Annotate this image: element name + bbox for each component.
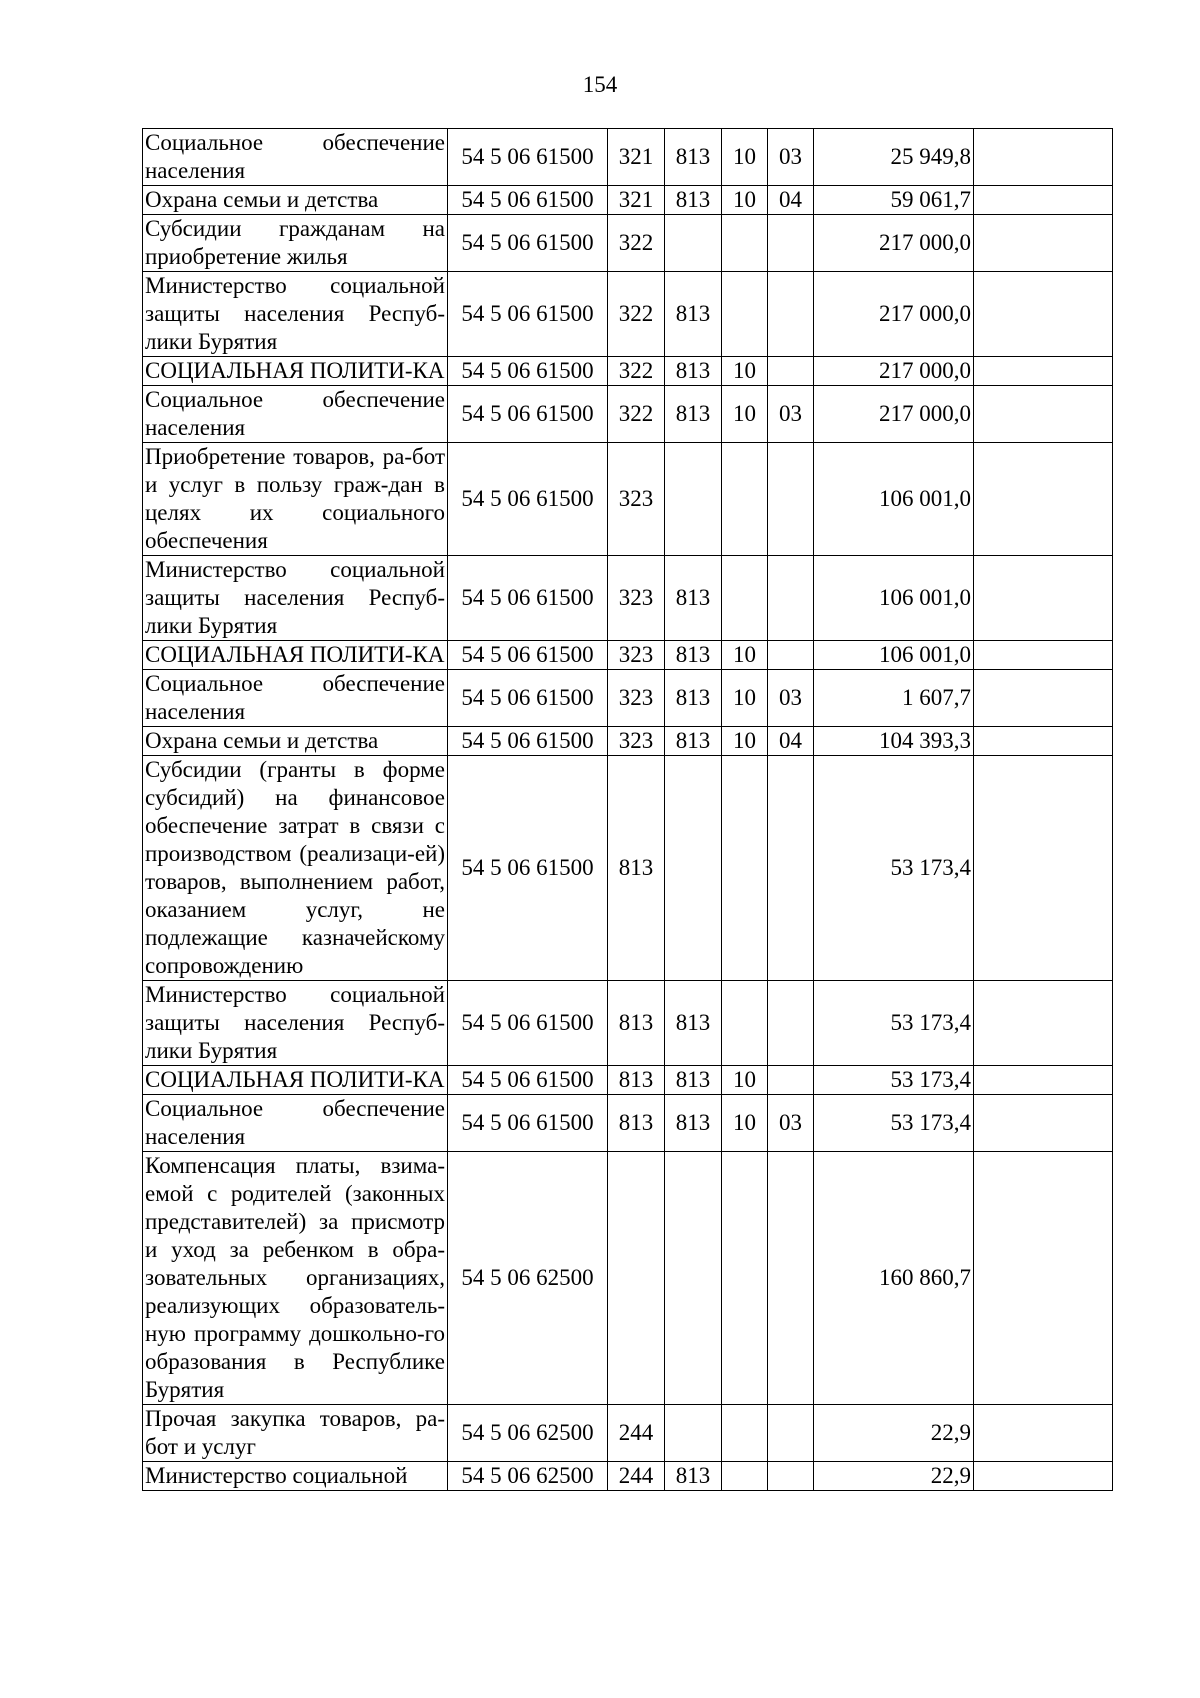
row-expense-type-cell: 244 [608,1462,665,1491]
row-sum-cell: 217 000,0 [814,357,974,386]
row-expense-type-cell: 321 [608,186,665,215]
row-empty-cell [974,186,1113,215]
budget-table [142,128,1113,1491]
row-section-cell [722,1462,768,1491]
row-sum-cell: 22,9 [814,1462,974,1491]
row-subsection-cell [768,1462,814,1491]
row-name-cell: Министерство социальной защиты населения Респуб-лики Бурятия [143,272,448,357]
table-row [143,129,1113,186]
row-section-cell: 10 [722,1066,768,1095]
row-ministry-cell: 813 [665,129,722,186]
table-row [143,443,1113,556]
row-section-cell [722,443,768,556]
row-section-cell [722,1152,768,1405]
row-code-cell: 54 5 06 61500 [448,1066,608,1095]
row-section-cell: 10 [722,670,768,727]
row-sum-cell: 25 949,8 [814,129,974,186]
row-empty-cell [974,1152,1113,1405]
row-subsection-cell [768,641,814,670]
row-expense-type-cell: 813 [608,756,665,981]
row-expense-type-cell: 323 [608,670,665,727]
row-section-cell [722,756,768,981]
row-empty-cell [974,1095,1113,1152]
row-name-cell: СОЦИАЛЬНАЯ ПОЛИТИ-КА [143,357,448,386]
row-subsection-cell: 04 [768,727,814,756]
row-name-cell: Прочая закупка товаров, ра-бот и услуг [143,1405,448,1462]
row-name-cell: Субсидии гражданам на приобретение жилья [143,215,448,272]
table-row [143,727,1113,756]
row-ministry-cell: 813 [665,981,722,1066]
row-code-cell: 54 5 06 61500 [448,129,608,186]
row-subsection-cell [768,1405,814,1462]
row-ministry-cell: 813 [665,670,722,727]
row-section-cell: 10 [722,186,768,215]
row-ministry-cell: 813 [665,1066,722,1095]
row-expense-type-cell: 322 [608,272,665,357]
row-sum-cell: 53 173,4 [814,981,974,1066]
table-row [143,215,1113,272]
row-section-cell: 10 [722,641,768,670]
row-code-cell: 54 5 06 61500 [448,641,608,670]
row-ministry-cell [665,215,722,272]
row-subsection-cell [768,357,814,386]
row-ministry-cell [665,1152,722,1405]
row-ministry-cell: 813 [665,1462,722,1491]
row-empty-cell [974,641,1113,670]
row-expense-type-cell: 323 [608,727,665,756]
row-code-cell: 54 5 06 62500 [448,1405,608,1462]
row-section-cell [722,1405,768,1462]
row-subsection-cell [768,756,814,981]
table-row [143,1066,1113,1095]
row-empty-cell [974,129,1113,186]
row-expense-type-cell: 813 [608,981,665,1066]
row-name-cell: Социальное обеспечение населения [143,1095,448,1152]
row-name-cell: Охрана семьи и детства [143,727,448,756]
row-sum-cell: 217 000,0 [814,215,974,272]
row-empty-cell [974,670,1113,727]
row-subsection-cell [768,215,814,272]
row-code-cell: 54 5 06 61500 [448,443,608,556]
table-row [143,1095,1113,1152]
row-code-cell: 54 5 06 62500 [448,1462,608,1491]
row-ministry-cell: 813 [665,272,722,357]
row-ministry-cell: 813 [665,386,722,443]
row-code-cell: 54 5 06 62500 [448,1152,608,1405]
table-body [143,129,1113,1491]
row-subsection-cell [768,272,814,357]
row-section-cell [722,981,768,1066]
row-subsection-cell: 03 [768,129,814,186]
row-section-cell [722,215,768,272]
row-subsection-cell: 03 [768,670,814,727]
row-code-cell: 54 5 06 61500 [448,357,608,386]
row-section-cell [722,272,768,357]
row-subsection-cell [768,1152,814,1405]
row-sum-cell: 217 000,0 [814,386,974,443]
row-empty-cell [974,981,1113,1066]
table-row [143,641,1113,670]
row-sum-cell: 22,9 [814,1405,974,1462]
row-code-cell: 54 5 06 61500 [448,186,608,215]
row-sum-cell: 217 000,0 [814,272,974,357]
row-code-cell: 54 5 06 61500 [448,670,608,727]
row-code-cell: 54 5 06 61500 [448,981,608,1066]
page-number: 154 [582,72,618,97]
row-name-cell: Охрана семьи и детства [143,186,448,215]
row-subsection-cell [768,443,814,556]
row-empty-cell [974,215,1113,272]
row-ministry-cell: 813 [665,727,722,756]
row-sum-cell: 106 001,0 [814,443,974,556]
row-name-cell: Социальное обеспечение населения [143,129,448,186]
row-section-cell: 10 [722,386,768,443]
table-row [143,1152,1113,1405]
table-row [143,186,1113,215]
table-row [143,556,1113,641]
row-empty-cell [974,756,1113,981]
row-expense-type-cell: 244 [608,1405,665,1462]
row-ministry-cell [665,756,722,981]
row-name-cell: Социальное обеспечение населения [143,670,448,727]
table-row [143,386,1113,443]
row-code-cell: 54 5 06 61500 [448,215,608,272]
row-name-cell: Компенсация платы, взима-емой с родителей (законных представителей) за присмотр и уход за ребенком в обра-зовательных организациях, реализующих образователь-ную программу дошкольно-го образования в Республике Бурятия [143,1152,448,1405]
row-ministry-cell [665,1405,722,1462]
row-code-cell: 54 5 06 61500 [448,1095,608,1152]
table-row [143,1405,1113,1462]
row-name-cell: Министерство социальной [143,1462,448,1491]
row-code-cell: 54 5 06 61500 [448,386,608,443]
row-sum-cell: 53 173,4 [814,1095,974,1152]
row-expense-type-cell: 321 [608,129,665,186]
row-sum-cell: 59 061,7 [814,186,974,215]
row-ministry-cell: 813 [665,186,722,215]
row-subsection-cell [768,556,814,641]
row-name-cell: Социальное обеспечение населения [143,386,448,443]
row-section-cell: 10 [722,129,768,186]
row-empty-cell [974,272,1113,357]
row-code-cell: 54 5 06 61500 [448,727,608,756]
row-empty-cell [974,443,1113,556]
row-sum-cell: 104 393,3 [814,727,974,756]
row-expense-type-cell: 323 [608,556,665,641]
row-sum-cell: 53 173,4 [814,1066,974,1095]
row-subsection-cell [768,1066,814,1095]
row-empty-cell [974,556,1113,641]
row-expense-type-cell: 813 [608,1066,665,1095]
row-ministry-cell: 813 [665,357,722,386]
row-empty-cell [974,386,1113,443]
row-subsection-cell: 03 [768,1095,814,1152]
row-section-cell: 10 [722,1095,768,1152]
table-row [143,670,1113,727]
row-expense-type-cell: 322 [608,357,665,386]
row-code-cell: 54 5 06 61500 [448,556,608,641]
row-expense-type-cell: 323 [608,641,665,670]
row-empty-cell [974,1405,1113,1462]
row-ministry-cell: 813 [665,641,722,670]
table-row [143,272,1113,357]
row-empty-cell [974,727,1113,756]
table-row [143,981,1113,1066]
row-name-cell: СОЦИАЛЬНАЯ ПОЛИТИ-КА [143,641,448,670]
row-empty-cell [974,357,1113,386]
row-subsection-cell: 03 [768,386,814,443]
row-section-cell: 10 [722,727,768,756]
table-row [143,1462,1113,1491]
row-empty-cell [974,1066,1113,1095]
table-row [143,357,1113,386]
row-name-cell: Приобретение товаров, ра-бот и услуг в пользу граж-дан в целях их социального обеспечения [143,443,448,556]
table-row [143,756,1113,981]
row-sum-cell: 1 607,7 [814,670,974,727]
row-section-cell [722,556,768,641]
row-name-cell: Министерство социальной защиты населения Респуб-лики Бурятия [143,981,448,1066]
row-subsection-cell [768,981,814,1066]
row-sum-cell: 53 173,4 [814,756,974,981]
row-sum-cell: 106 001,0 [814,641,974,670]
row-expense-type-cell: 322 [608,215,665,272]
row-name-cell: Министерство социальной защиты населения Респуб-лики Бурятия [143,556,448,641]
row-expense-type-cell: 322 [608,386,665,443]
row-ministry-cell [665,443,722,556]
row-expense-type-cell: 323 [608,443,665,556]
row-sum-cell: 106 001,0 [814,556,974,641]
row-expense-type-cell: 813 [608,1095,665,1152]
row-name-cell: Субсидии (гранты в форме субсидий) на финансовое обеспечение затрат в связи с производством (реализаци-ей) товаров, выполнением работ, оказанием услуг, не подлежащие казначейскому сопровождению [143,756,448,981]
row-sum-cell: 160 860,7 [814,1152,974,1405]
row-empty-cell [974,1462,1113,1491]
row-ministry-cell: 813 [665,556,722,641]
row-name-cell: СОЦИАЛЬНАЯ ПОЛИТИ-КА [143,1066,448,1095]
row-expense-type-cell [608,1152,665,1405]
row-subsection-cell: 04 [768,186,814,215]
row-section-cell: 10 [722,357,768,386]
row-ministry-cell: 813 [665,1095,722,1152]
row-code-cell: 54 5 06 61500 [448,272,608,357]
row-code-cell: 54 5 06 61500 [448,756,608,981]
